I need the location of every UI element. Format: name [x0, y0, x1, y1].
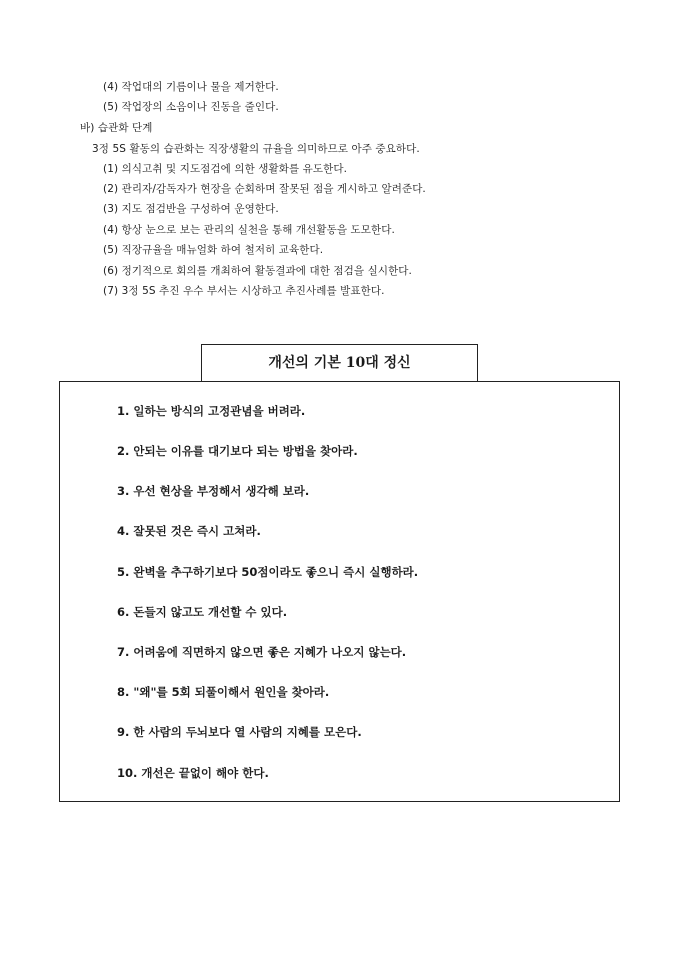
principle-item-1: 1. 일하는 방식의 고정관념을 버려라.	[117, 404, 306, 418]
text-line-step-6: (6) 정기적으로 회의를 개최하여 활동결과에 대한 점검을 실시한다.	[103, 265, 412, 277]
text-line-step-7: (7) 3정 5S 추진 우수 부서는 시상하고 추진사례를 발표한다.	[103, 285, 385, 297]
principle-item-2: 2. 안되는 이유를 대기보다 되는 방법을 찾아라.	[117, 444, 358, 458]
text-line-step-4: (4) 항상 눈으로 보는 관리의 실천을 통해 개선활동을 도모한다.	[103, 224, 395, 236]
text-line-step-3: (3) 지도 점검반을 구성하여 운영한다.	[103, 203, 279, 215]
principle-item-8: 8. "왜"를 5회 되풀이해서 원인을 찾아라.	[117, 685, 330, 699]
principle-item-7: 7. 어려움에 직면하지 않으면 좋은 지혜가 나오지 않는다.	[117, 645, 407, 659]
section-intro-paragraph: 3정 5S 활동의 습관화는 직장생활의 규율을 의미하므로 아주 중요하다.	[92, 143, 420, 155]
principle-item-10: 10. 개선은 끝없이 해야 한다.	[117, 766, 269, 780]
box-title: 개선의 기본 10대 정신	[201, 344, 478, 381]
principle-item-5: 5. 완벽을 추구하기보다 50점이라도 좋으니 즉시 실행하라.	[117, 565, 419, 579]
text-line-step-2: (2) 관리자/감독자가 현장을 순회하며 잘못된 점을 게시하고 알려준다.	[103, 183, 426, 195]
principle-item-6: 6. 돈들지 않고도 개선할 수 있다.	[117, 605, 288, 619]
text-line-item-5: (5) 작업장의 소음이나 진동을 줄인다.	[103, 101, 279, 113]
section-heading-habituation: 바) 습관화 단계	[80, 122, 153, 134]
text-line-step-1: (1) 의식고취 및 지도점검에 의한 생활화를 유도한다.	[103, 163, 348, 175]
text-line-item-4: (4) 작업대의 기름이나 물을 제거한다.	[103, 81, 279, 93]
principle-item-9: 9. 한 사람의 두뇌보다 열 사람의 지혜를 모은다.	[117, 725, 362, 739]
principle-item-3: 3. 우선 현상을 부정해서 생각해 보라.	[117, 484, 310, 498]
principle-item-4: 4. 잘못된 것은 즉시 고쳐라.	[117, 524, 261, 538]
text-line-step-5: (5) 직장규율을 매뉴얼화 하여 철저히 교육한다.	[103, 244, 324, 256]
